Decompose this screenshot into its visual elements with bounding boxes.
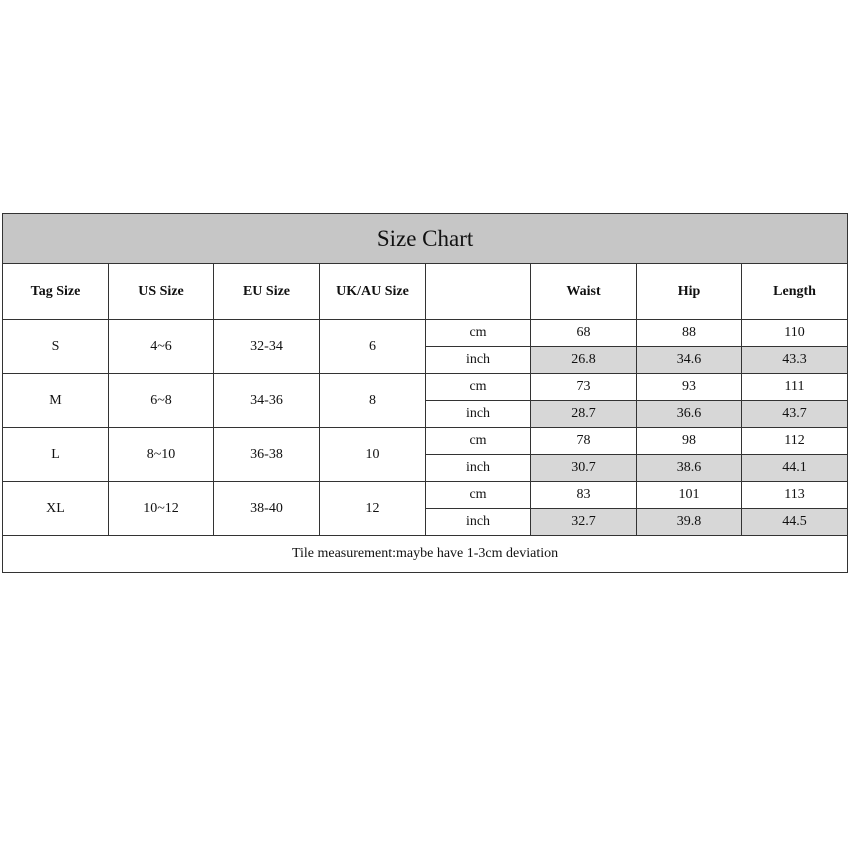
table-row xyxy=(3,482,848,509)
table-row xyxy=(3,320,848,347)
waist-cell: 78 xyxy=(531,428,637,455)
length-cell: 112 xyxy=(742,428,848,455)
tag-size-cell: L xyxy=(3,428,109,482)
us-size-cell: 8~10 xyxy=(109,428,214,482)
length-cell: 113 xyxy=(742,482,848,509)
waist-cell: 30.7 xyxy=(531,455,637,482)
ukau-size-cell: 12 xyxy=(320,482,426,536)
ukau-size-cell: 6 xyxy=(320,320,426,374)
hip-cell: 98 xyxy=(637,428,742,455)
unit-cell: cm xyxy=(426,320,531,347)
header-unit xyxy=(426,264,531,320)
eu-size-cell: 34-36 xyxy=(214,374,320,428)
waist-cell: 26.8 xyxy=(531,347,637,374)
eu-size-cell: 36-38 xyxy=(214,428,320,482)
unit-cell: inch xyxy=(426,509,531,536)
length-cell: 44.5 xyxy=(742,509,848,536)
hip-cell: 36.6 xyxy=(637,401,742,428)
unit-cell: inch xyxy=(426,455,531,482)
length-cell: 43.7 xyxy=(742,401,848,428)
header-us-size: US Size xyxy=(109,264,214,320)
size-chart-title: Size Chart xyxy=(3,214,848,264)
header-row xyxy=(3,264,848,320)
eu-size-cell: 38-40 xyxy=(214,482,320,536)
unit-cell: inch xyxy=(426,401,531,428)
tag-size-cell: XL xyxy=(3,482,109,536)
tag-size-cell: S xyxy=(3,320,109,374)
hip-cell: 101 xyxy=(637,482,742,509)
header-eu-size: EU Size xyxy=(214,264,320,320)
table-row xyxy=(3,428,848,455)
hip-cell: 34.6 xyxy=(637,347,742,374)
measurement-note: Tile measurement:maybe have 1-3cm deviation xyxy=(3,536,848,573)
hip-cell: 88 xyxy=(637,320,742,347)
unit-cell: cm xyxy=(426,428,531,455)
tag-size-cell: M xyxy=(3,374,109,428)
header-waist: Waist xyxy=(531,264,637,320)
us-size-cell: 4~6 xyxy=(109,320,214,374)
header-hip: Hip xyxy=(637,264,742,320)
header-length: Length xyxy=(742,264,848,320)
header-ukau-size: UK/AU Size xyxy=(320,264,426,320)
waist-cell: 68 xyxy=(531,320,637,347)
us-size-cell: 10~12 xyxy=(109,482,214,536)
waist-cell: 28.7 xyxy=(531,401,637,428)
unit-cell: inch xyxy=(426,347,531,374)
hip-cell: 38.6 xyxy=(637,455,742,482)
size-chart-table xyxy=(2,213,848,573)
unit-cell: cm xyxy=(426,482,531,509)
ukau-size-cell: 8 xyxy=(320,374,426,428)
hip-cell: 39.8 xyxy=(637,509,742,536)
us-size-cell: 6~8 xyxy=(109,374,214,428)
hip-cell: 93 xyxy=(637,374,742,401)
header-tag-size: Tag Size xyxy=(3,264,109,320)
length-cell: 111 xyxy=(742,374,848,401)
length-cell: 44.1 xyxy=(742,455,848,482)
length-cell: 43.3 xyxy=(742,347,848,374)
unit-cell: cm xyxy=(426,374,531,401)
length-cell: 110 xyxy=(742,320,848,347)
waist-cell: 32.7 xyxy=(531,509,637,536)
ukau-size-cell: 10 xyxy=(320,428,426,482)
waist-cell: 83 xyxy=(531,482,637,509)
eu-size-cell: 32-34 xyxy=(214,320,320,374)
table-row xyxy=(3,374,848,401)
waist-cell: 73 xyxy=(531,374,637,401)
